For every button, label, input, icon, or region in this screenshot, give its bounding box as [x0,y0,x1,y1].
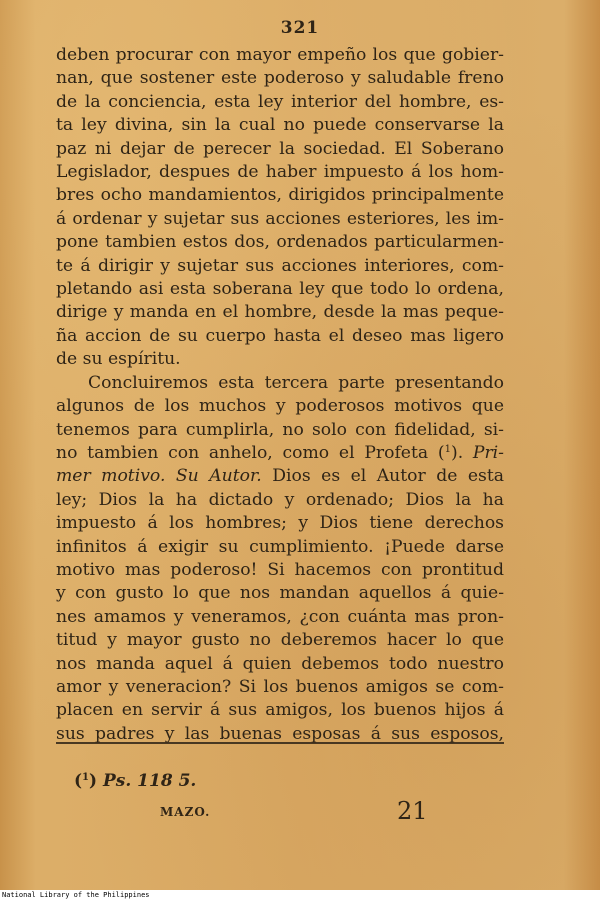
text-line: nos manda aquel á quien debemos todo nuestro [56,653,504,674]
text-line: y con gusto lo que nos mandan aquellos á quie- [56,583,504,604]
text-fragment: no tambien con anhelo, como el Profeta ( [56,442,445,463]
text-line: Legislador, despues de haber impuesto á los hom- [56,162,504,183]
text-line: titud y mayor gusto no deberemos hacer lo que [56,630,504,651]
text-line: tenemos para cumplirla, no solo con fidelidad, si- [56,419,504,440]
text-line: ña accion de su cuerpo hasta el deseo mas ligero [56,325,504,346]
text-line: de la conciencia, esta ley interior del hombre, es- [56,91,504,112]
text-line: á ordenar y sujetar sus acciones esteriores, les im- [56,208,504,229]
footnote-text: Ps. 118 5. [102,771,197,791]
library-credit: National Library of the Philippines [2,891,150,899]
body-text [56,44,504,746]
text-fragment: ). [450,442,473,463]
text-line-with-footnote-ref [56,442,504,465]
printer-signature: MAZO. [160,805,211,819]
text-line: sus padres y las buenas esposas á sus esposos, [56,723,504,744]
text-line: amor y veneracion? Si los buenos amigos se com- [56,676,504,697]
text-line: impuesto á los hombres; y Dios tiene derechos [56,513,504,534]
text-line: ley; Dios la ha dictado y ordenado; Dios la ha [56,489,504,510]
italic-fragment: mer motivo. Su Autor. [56,466,262,487]
text-line: pone tambien estos dos, ordenados particularmen- [56,232,504,253]
sheet-number: 21 [397,797,428,825]
text-line: deben procurar con mayor empeño los que gobier- [56,45,504,65]
text-line: ta ley divina, sin la cual no puede conservarse la [56,115,504,136]
italic-fragment: Pri- [472,442,504,463]
text-line: te á dirigir y sujetar sus acciones interiores, com- [56,255,504,276]
page-number: 321 [280,18,320,38]
text-line: dirige y manda en el hombre, desde la mas peque- [56,302,504,323]
text-line: infinitos á exigir su cumplimiento. ¡Puede darse [56,536,504,557]
text-line: Concluiremos esta tercera parte presentando [88,372,504,393]
text-line: paz ni dejar de perecer la sociedad. El Soberano [56,138,504,159]
text-line: de su espíritu. [56,349,181,370]
text-line: nan, que sostener este poderoso y saludable freno [56,68,504,89]
text-line: bres ocho mandamientos, dirigidos principalmente [56,185,504,206]
text-line: nes amamos y veneramos, ¿con cuánta mas pron- [56,606,504,627]
footer-bar [0,890,600,900]
footnote-ref: 1 [444,443,451,455]
footnote: ($^1$) Ps. 118 5. [74,771,197,791]
text-fragment: Dios es el Autor de esta [261,466,504,487]
text-line: motivo mas poderoso! Si hacemos con prontitud [56,559,504,580]
text-line: algunos de los muchos y poderosos motivos que [56,396,504,417]
text-line [56,465,504,488]
footnote-marker: 1 [82,772,90,783]
text-line: placen en servir á sus amigos, los buenos hijos á [56,700,504,721]
footnote-divider [56,742,504,744]
text-line: pletando asi esta soberana ley que todo lo ordena, [56,279,504,300]
